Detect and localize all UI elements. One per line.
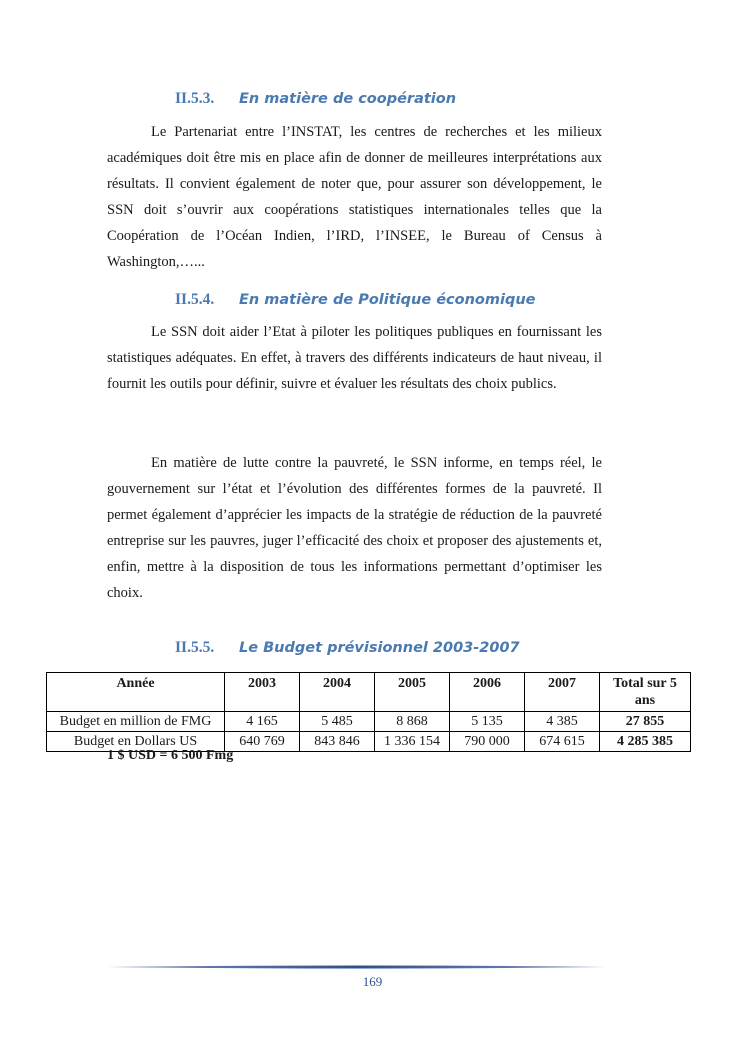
section-number: II.5.5. — [175, 639, 215, 656]
table-cell: 843 846 — [300, 732, 375, 752]
total-cell: 4 285 385 — [600, 732, 691, 752]
header-cell: 2004 — [300, 673, 375, 712]
header-cell: Total sur 5 ans — [600, 673, 691, 712]
table-cell: 640 769 — [225, 732, 300, 752]
section-heading-cooperation — [175, 89, 456, 109]
table-cell: 5 135 — [450, 712, 525, 732]
section-heading-politique — [175, 290, 536, 310]
section-title: En matière de coopération — [239, 91, 457, 107]
table-cell: 674 615 — [525, 732, 600, 752]
header-cell: 2003 — [225, 673, 300, 712]
section-title: En matière de Politique économique — [239, 292, 536, 308]
section-heading-budget — [175, 638, 520, 658]
table-cell: 790 000 — [450, 732, 525, 752]
table-row — [47, 712, 691, 732]
page-number: 169 — [362, 974, 383, 989]
paragraph-politique-1 — [107, 319, 602, 397]
paragraph-text: Le SSN doit aider l’Etat à piloter les politiques publiques en fournissant les statistiques adéquates. En effet, à travers des différents indicateurs de haut niveau, il fournit les outils pour définir, suivre et évaluer les résultats des choix publics. — [107, 324, 602, 392]
header-cell: 2006 — [450, 673, 525, 712]
budget-table — [46, 672, 691, 752]
section-title: Le Budget prévisionnel 2003-2007 — [239, 640, 520, 656]
table-header-row — [47, 673, 691, 712]
section-number: II.5.3. — [175, 90, 215, 107]
table-cell: 4 385 — [525, 712, 600, 732]
exchange-rate-note: 1 $ USD = 6 500 Fmg — [107, 748, 234, 763]
table-cell: 5 485 — [300, 712, 375, 732]
paragraph-text: Le Partenariat entre l’INSTAT, les centres de recherches et les milieux académiques doit être mis en place afin de donner de meilleures interprétations aux résultats. Il convient également de noter que, pour assurer son développement, le SSN doit s’ouvrir aux coopérations statistiques internationales telles que la Coopération de l’Océan Indien, l’IRD, l’INSEE, le Bureau of Census à Washington,…... — [107, 124, 602, 270]
row-label: Budget en Dollars US — [47, 732, 225, 752]
table-cell: 4 165 — [225, 712, 300, 732]
paragraph-text: En matière de lutte contre la pauvreté, le SSN informe, en temps réel, le gouvernement sur l’état et l’évolution des différentes formes de la pauvreté. Il permet également d’apprécier les impacts de la stratégie de réduction de la pauvreté entreprise sur les pauvres, juger l’efficacité des choix et proposer des ajustements et, enfin, mettre à la disposition de tous les informations permettant d’optimiser les choix. — [107, 455, 602, 601]
row-label: Budget en million de FMG — [47, 712, 225, 732]
table-cell: 8 868 — [375, 712, 450, 732]
header-cell: Année — [47, 673, 225, 712]
header-cell: 2007 — [525, 673, 600, 712]
table-cell: 1 336 154 — [375, 732, 450, 752]
paragraph-politique-2 — [107, 450, 602, 606]
header-cell: 2005 — [375, 673, 450, 712]
section-number: II.5.4. — [175, 291, 215, 308]
paragraph-cooperation — [107, 119, 602, 275]
total-cell: 27 855 — [600, 712, 691, 732]
footer-rule — [107, 964, 607, 970]
